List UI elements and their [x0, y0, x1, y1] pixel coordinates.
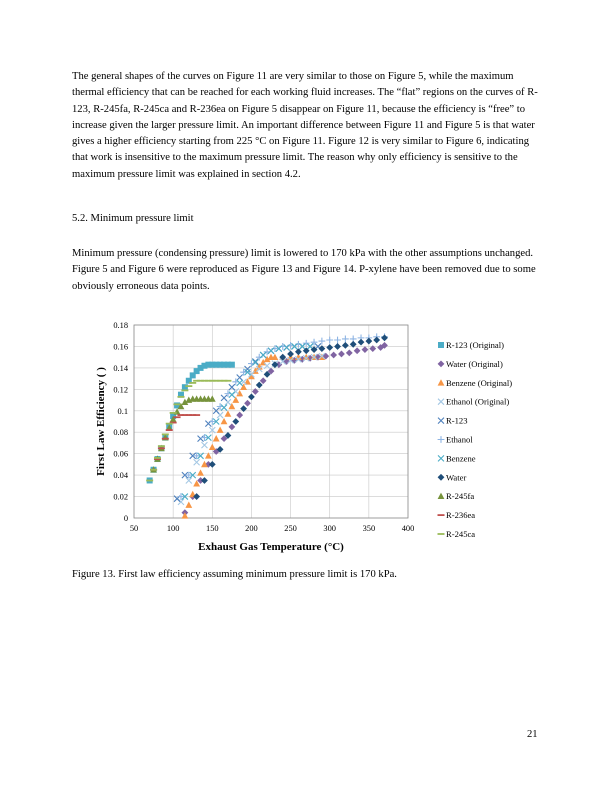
data-point: [236, 412, 243, 419]
section-heading: 5.2. Minimum pressure limit: [72, 213, 194, 224]
data-point: [268, 348, 274, 354]
data-point: [194, 459, 200, 465]
legend-marker: [438, 379, 445, 385]
data-point: [209, 418, 216, 425]
data-point: [162, 438, 169, 440]
data-point: [185, 385, 192, 387]
y-tick-label: 0.18: [113, 321, 128, 330]
data-point: [373, 337, 380, 344]
series-4: [174, 343, 321, 501]
data-point: [358, 339, 365, 346]
data-point: [197, 469, 204, 475]
data-point: [150, 469, 157, 471]
y-tick-label: 0.16: [113, 342, 128, 352]
figure-caption: Figure 13. First law efficiency assuming minimum pressure limit is 170 kPa.: [72, 569, 397, 580]
data-point: [185, 502, 192, 508]
data-point: [170, 412, 177, 414]
data-point: [221, 418, 228, 424]
y-tick-label: 0.14: [113, 363, 128, 373]
legend-label: Ethanol (Original): [446, 396, 510, 407]
legend-marker: [438, 418, 444, 424]
paragraph-1: The general shapes of the curves on Figure 11 are very similar to those on Figure 5, while the maximum thermal efficiency that can be reached for each working fluid increases. The “flat” regions on the curves of R-123, R-245fa, R-245ca and R-236ea on Figure 5 disappear on Figure 11, because the efficiency is “free” to increase given the larger pressure limit. An important difference between Figure 11 and Figure 5 is that water gives a higher efficiency starting from 225 °C on Figure 11. Figure 12 is very similar to Figure 6, indicating that work is insensitive to the maximum pressure limit. The reason why only efficiency is sensitive to the maximum pressure limit was explained in section 4.2.: [72, 71, 538, 180]
x-tick-label: 200: [245, 524, 258, 533]
data-point: [189, 382, 196, 384]
data-point: [365, 338, 372, 345]
data-point: [342, 336, 349, 343]
legend-marker: [438, 436, 445, 443]
data-point: [260, 377, 267, 384]
data-point: [252, 360, 258, 366]
legend-entry: [438, 416, 467, 426]
legend-marker: [438, 474, 445, 481]
data-point: [260, 352, 266, 358]
legend-marker: [438, 455, 444, 461]
data-point: [342, 342, 349, 349]
x-tick-label: 250: [284, 524, 297, 533]
data-point: [295, 348, 302, 355]
data-point: [213, 435, 220, 441]
y-tick-label: 0.12: [113, 385, 128, 395]
data-point: [354, 347, 361, 354]
data-point: [330, 352, 337, 359]
efficiency-chart: [88, 312, 528, 562]
data-point: [248, 393, 255, 400]
y-tick-label: 0.08: [113, 428, 128, 438]
legend-label: Benzene: [446, 453, 476, 464]
data-point: [201, 442, 207, 448]
legend-label: Benzene (Original): [446, 377, 513, 388]
data-point: [224, 380, 231, 382]
x-tick-label: 300: [323, 524, 336, 533]
data-point: [334, 343, 341, 350]
y-tick-label: 0.02: [113, 492, 128, 502]
series-8: [150, 395, 216, 472]
x-axis-title: Exhaust Gas Temperature (°C): [198, 541, 344, 553]
legend-label: R-123 (Original): [446, 340, 504, 350]
data-point: [245, 366, 251, 372]
data-point: [221, 405, 227, 411]
data-point: [193, 414, 200, 416]
data-point: [198, 436, 204, 442]
data-point: [229, 362, 235, 368]
legend-entry: [438, 510, 476, 520]
data-point: [284, 345, 290, 351]
chart-legend: [438, 340, 513, 539]
legend-label: R-245fa: [446, 491, 475, 502]
y-tick-label: 0: [123, 514, 128, 523]
x-tick-label: 350: [362, 524, 376, 533]
data-point: [334, 337, 341, 344]
y-tick-label: 0.04: [113, 471, 128, 481]
data-point: [381, 334, 388, 341]
data-point: [162, 433, 169, 435]
data-point: [205, 452, 212, 458]
chart-marks: [146, 333, 388, 518]
paragraph-2: Minimum pressure (condensing pressure) limit is lowered to 170 kPa with the other assumptions unchanged. Figure 5 and Figure 6 were reproduced as Figure 13 and Figure 14. P-xylene have been removed due to some obviously erroneous data points.: [72, 248, 536, 292]
x-tick-label: 100: [166, 524, 180, 533]
legend-label: Water: [446, 472, 467, 483]
legend-entry: [438, 340, 504, 350]
legend-marker: [438, 493, 445, 499]
data-point: [221, 395, 227, 401]
data-point: [166, 429, 173, 431]
legend-label: Water (Original): [446, 358, 503, 369]
x-tick-label: 400: [401, 524, 415, 533]
data-point: [158, 447, 165, 449]
data-point: [244, 400, 251, 407]
legend-label: R-123: [446, 415, 468, 426]
y-axis-title: First Law Efficiency ( ): [95, 367, 107, 476]
data-point: [362, 346, 369, 353]
legend-label: Ethanol: [446, 434, 473, 445]
data-point: [209, 444, 216, 450]
legend-marker: [438, 399, 444, 405]
legend-label: R-245ca: [446, 529, 476, 539]
legend-entry: [438, 397, 509, 407]
y-tick-label: 0.06: [113, 449, 128, 459]
y-tick-label: 0.1: [117, 406, 128, 416]
legend-entry: [438, 359, 503, 369]
data-point: [181, 390, 188, 392]
data-point: [158, 445, 165, 447]
data-point: [272, 361, 279, 368]
data-point: [209, 461, 216, 468]
data-point: [225, 410, 232, 416]
x-tick-label: 150: [206, 524, 219, 533]
legend-marker: [438, 514, 445, 516]
legend-entry: [438, 472, 467, 482]
x-tick-label: 50: [129, 524, 139, 533]
legend-entry: [438, 491, 475, 501]
data-point: [232, 396, 239, 402]
data-point: [174, 416, 181, 418]
data-point: [166, 423, 173, 425]
legend-label: R-236ea: [446, 510, 476, 521]
data-point: [326, 337, 333, 344]
legend-marker: [438, 342, 444, 348]
data-point: [217, 426, 224, 432]
data-point: [177, 396, 184, 398]
data-point: [287, 351, 294, 358]
data-point: [338, 351, 345, 358]
data-point: [182, 384, 188, 390]
legend-entry: [438, 529, 476, 539]
legend-marker: [438, 361, 445, 368]
data-point: [201, 477, 208, 484]
data-point: [229, 392, 235, 398]
data-point: [237, 375, 243, 381]
data-point: [318, 338, 325, 345]
data-point: [174, 403, 181, 405]
page-number: 21: [527, 729, 538, 740]
data-point: [256, 382, 263, 389]
legend-entry: [438, 435, 474, 445]
legend-marker: [438, 533, 445, 535]
data-point: [228, 423, 235, 430]
data-point: [232, 418, 239, 425]
legend-entry: [438, 453, 476, 463]
data-point: [146, 480, 153, 482]
data-point: [346, 349, 353, 356]
legend-entry: [438, 378, 513, 388]
data-point: [154, 457, 161, 459]
series-9: [150, 414, 200, 470]
data-point: [326, 344, 333, 351]
